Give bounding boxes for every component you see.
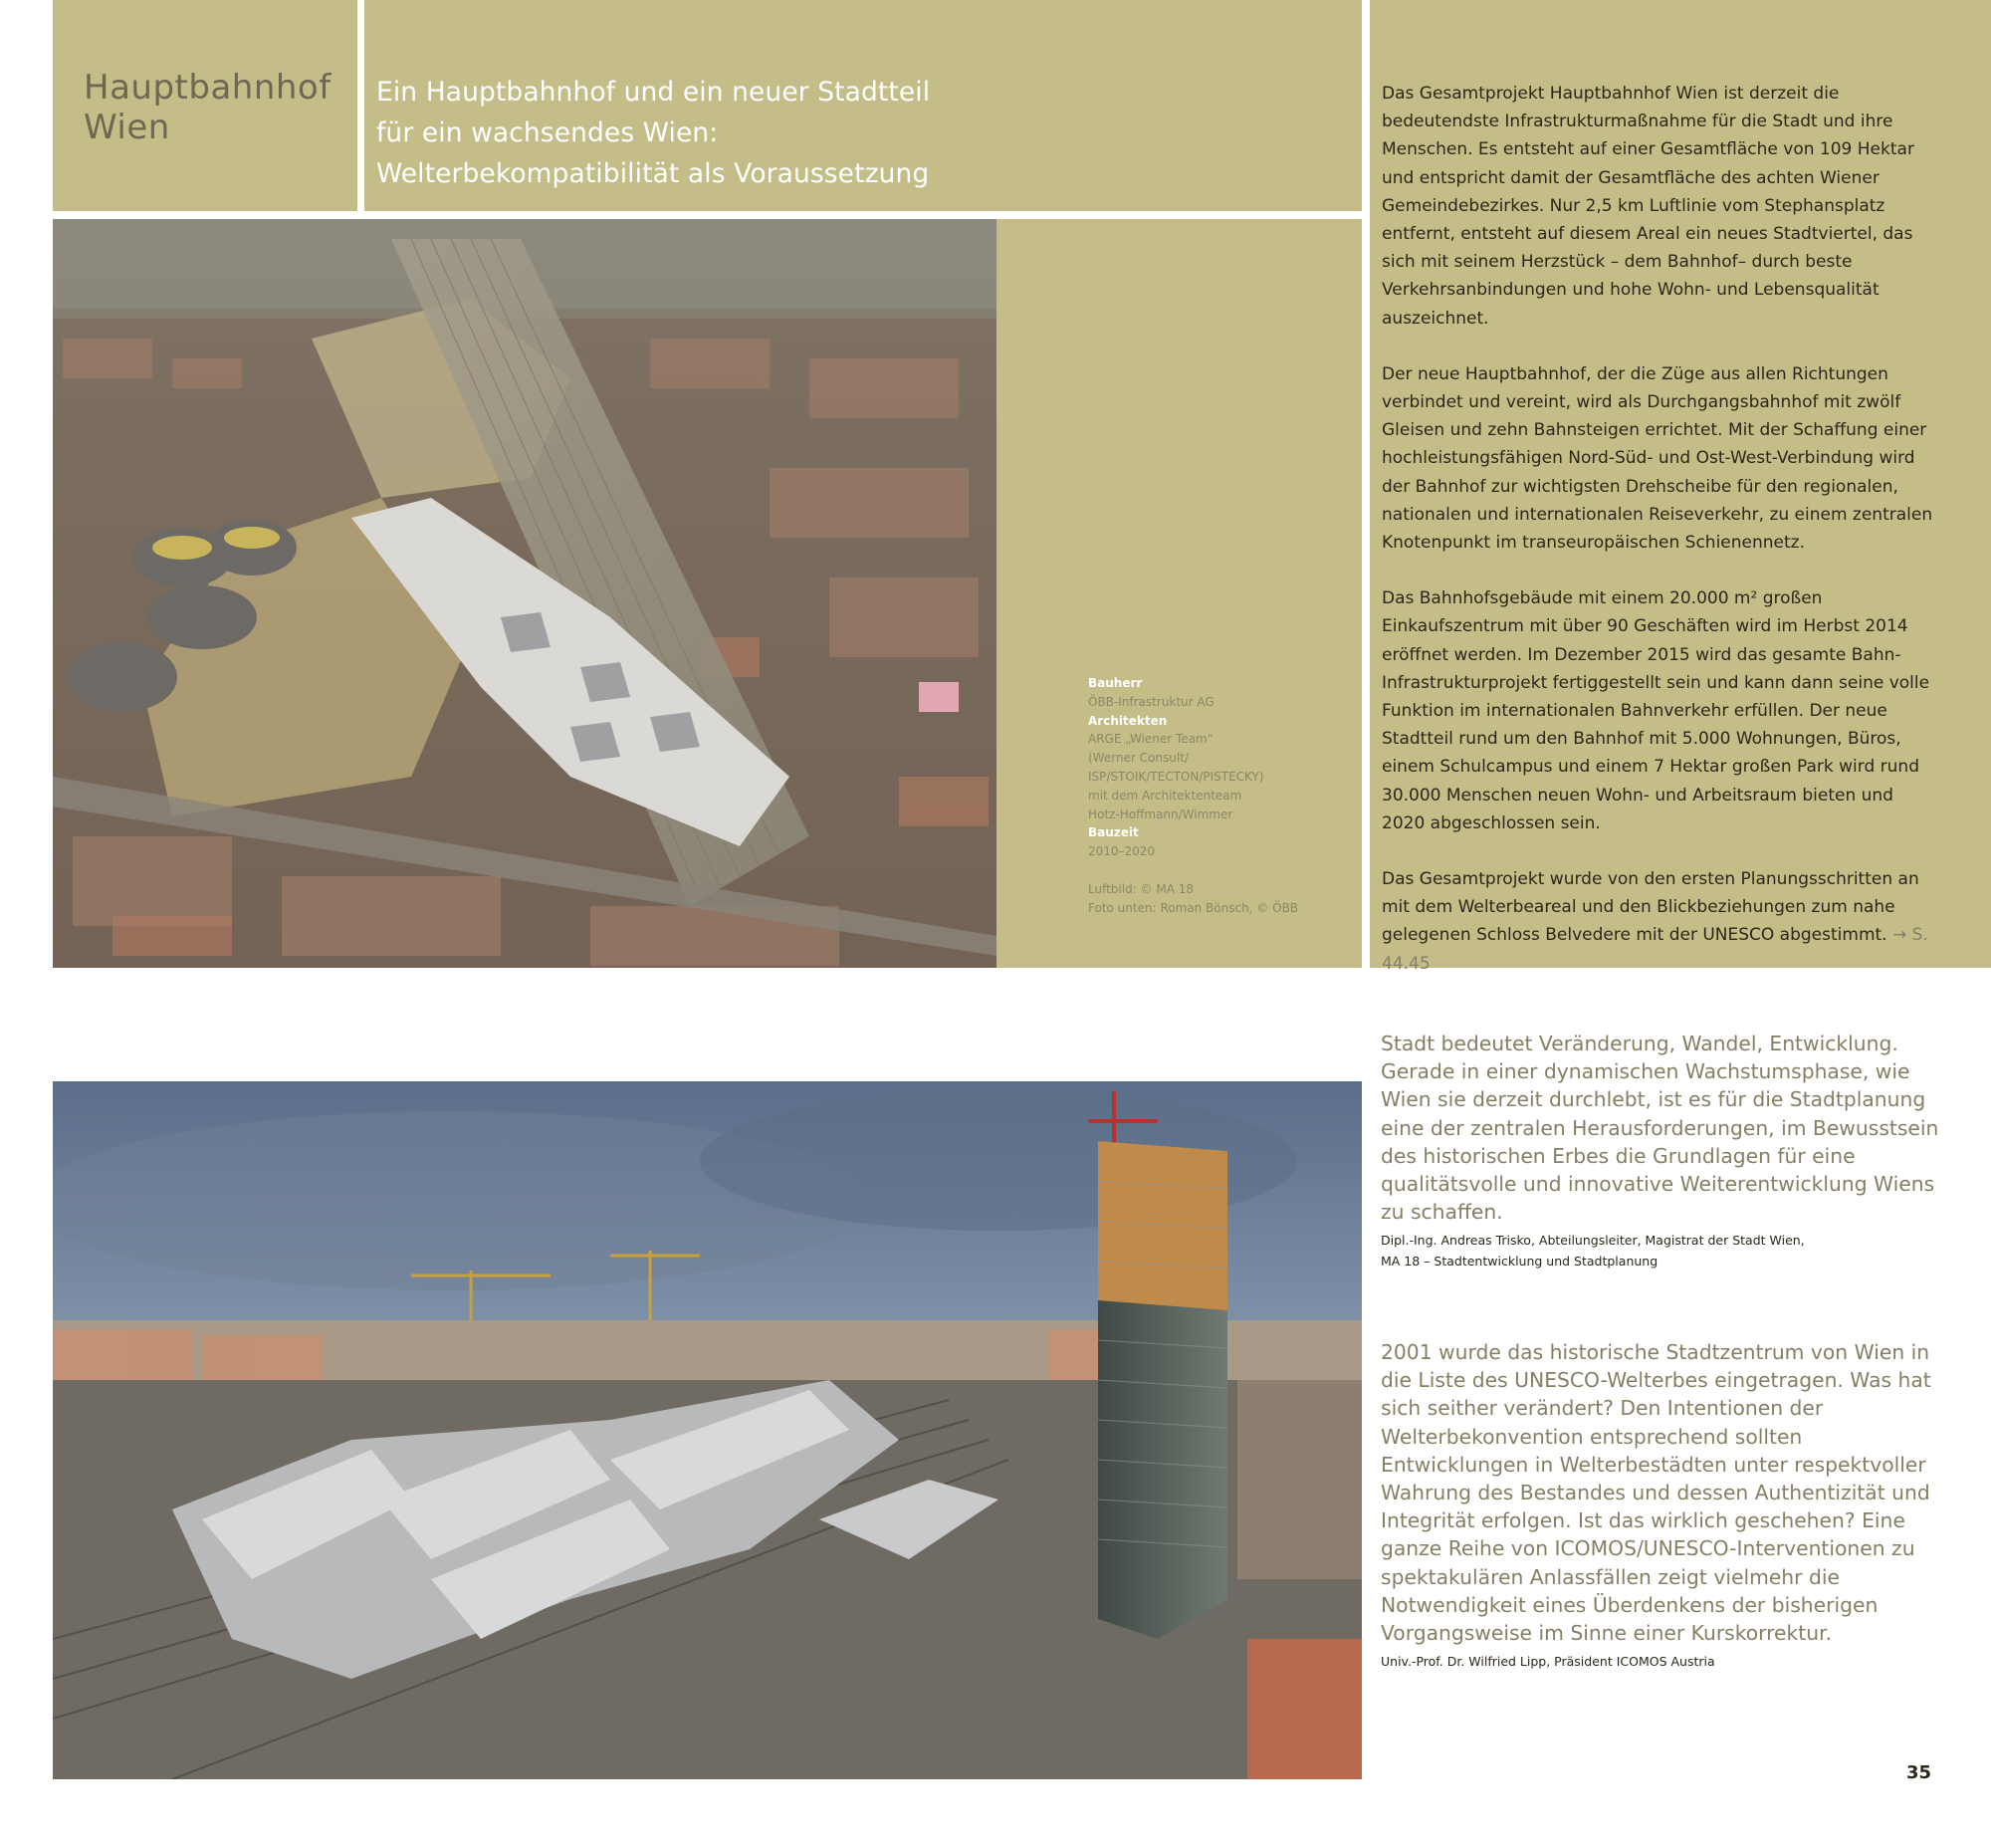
paragraph: Das Bahnhofsgebäude mit einem 20.000 m² großen Einkaufszentrum mit über 90 Geschäften wird im Herbst 2014 eröffnet werden. Im Dezember 2015 wird das gesamte Bahn-Infrastrukturprojekt fertiggestellt sein und kann dann seine volle Funktion im internationalen Bahnverkehr erfüllen. Der neue Stadtteil rund um den Bahnhof mit 5.000 Wohnungen, Büros, einem Schulcampus und einem 7 Hektar großen Park wird rund 30.000 Menschen neuen Wohn- und Arbeitsraum bieten und 2020 abgeschlossen sein. (1382, 588, 1930, 833)
period: 2010–2020 (1088, 844, 1156, 859)
article-body (1382, 80, 1939, 1006)
page-number: 35 (1906, 1762, 1932, 1783)
quote-author: Univ.-Prof. Dr. Wilfried Lipp, Präsident ICOMOS Austria (1381, 1654, 1715, 1670)
quote-author: Dipl.-Ing. Andreas Trisko, Abteilungsleiter, Magistrat der Stadt Wien, MA 18 – Stadtentwicklung und Stadtplanung (1381, 1233, 1805, 1270)
paragraph: Das Gesamtprojekt wurde von den ersten Planungsschritten an mit dem Welterbeareal und den Blickbeziehungen zum nahe gelegenen Schloss Belvedere mit der UNESCO abgestimmt. → S. 44.45 (1382, 869, 1928, 974)
quote-lipp (1381, 1338, 1948, 1672)
quote-text: Stadt bedeutet Veränderung, Wandel, Entwicklung. Gerade in einer dynamischen Wachstumsphase, wie Wien sie derzeit durchlebt, ist es für die Stadtplanung eine der zentralen Herausforderungen, im Bewusstsein des historischen Erbes die Grundlagen für eine qualitätsvolle und innovative Weiterentwicklung Wiens zu schaffen. (1381, 1032, 1939, 1225)
quote-text: 2001 wurde das historische Stadtzentrum von Wien in die Liste des UNESCO-Welterbes eingetragen. Was hat sich seither verändert? Den Intentionen der Welterbekonvention entsprechend sollten Entwicklungen in Welterbestädten unter respektvoller Wahrung des Bestandes und dessen Authentizität und Integrität erfolgen. Ist das wirklich geschehen? Eine ganze Reihe von ICOMOS/UNESCO-Interventionen zu spektakulären Anlassfällen zeigt vielmehr die Notwendigkeit eines Überdenkens der bisherigen Vorgangsweise im Sinne einer Kurskorrektur. (1381, 1340, 1931, 1646)
photo-credit-aerial: Luftbild: © MA 18 (1088, 881, 1195, 896)
headline: Ein Hauptbahnhof und ein neuer Stadtteil für ein wachsendes Wien: Welterbekompatibilität als Voraussetzung (376, 77, 931, 189)
photo-credit-bottom: Foto unten: Roman Bönsch, © ÖBB (1088, 900, 1299, 915)
project-credits: Bauherr ÖBB-Infrastruktur AG Architekten ARGE „Wiener Team“ (Werner Consult/ ISP/STOIK/TECTON/PISTECKY) mit dem Architektenteam Hotz-Hoffmann/Wimmer Bauzeit 2010–2020 Luftbild: © MA 18 Foto unten: Roman Bönsch, © ÖBB (1088, 674, 1327, 918)
location-title: Hauptbahnhof Wien (84, 68, 332, 147)
period-label: Bauzeit (1088, 825, 1139, 840)
architects-label: Architekten (1088, 713, 1168, 728)
client-label: Bauherr (1088, 676, 1143, 690)
aerial-photo (53, 219, 996, 968)
station-panorama-photo (53, 1081, 1362, 1779)
client: ÖBB-Infrastruktur AG (1088, 694, 1215, 709)
paragraph: Das Gesamtprojekt Hauptbahnhof Wien ist derzeit die bedeutendste Infrastrukturmaßnahme für die Stadt und ihre Menschen. Es entsteht auf einer Gesamtfläche von 109 Hektar und entspricht damit der Gesamtfläche des achten Wiener Gemeindebezirkes. Nur 2,5 km Luftlinie vom Stephansplatz entfernt, entsteht auf diesem Areal ein neues Stadtviertel, das sich mit seinem Herzstück – dem Bahnhof– durch beste Verkehrsanbindungen und hohe Wohn- und Lebensqualität auszeichnet. (1382, 84, 1914, 329)
page-reference: → S. 44.45 (1382, 925, 1928, 974)
quote-trisko (1381, 1030, 1948, 1271)
paragraph: Der neue Hauptbahnhof, der die Züge aus allen Richtungen verbindet und vereint, wird als Durchgangsbahnhof mit zwölf Gleisen und zehn Bahnsteigen errichtet. Mit der Schaffung einer hochleistungsfähigen Nord-Süd- und Ost-West-Verbindung wird der Bahnhof zur wichtigsten Drehscheibe für den regionalen, nationalen und internationalen Reiseverkehr, zu einem zentralen Knotenpunkt im transeuropäischen Schienennetz. (1382, 363, 1933, 554)
